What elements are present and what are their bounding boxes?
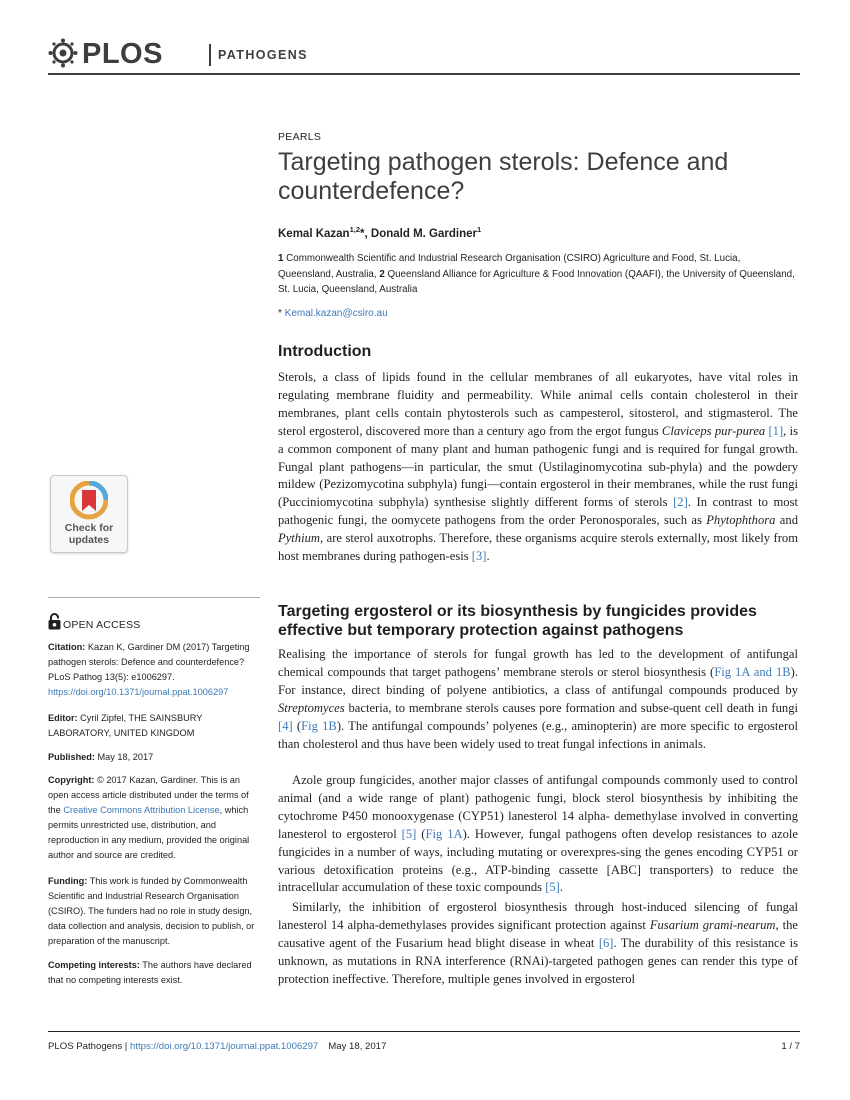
author-list <box>278 225 481 240</box>
citation-doi-link[interactable]: https://doi.org/10.1371/journal.ppat.1006297 <box>48 687 229 697</box>
corresponding-mark: *, <box>360 227 371 240</box>
paragraph-body <box>278 899 798 989</box>
text-run: , are sterol auxotrophs. Therefore, these organisms acquire sterols externally, most likely from host membranes during pathogen-esis <box>278 531 798 564</box>
published-date: May 18, 2017 <box>94 752 154 762</box>
section-heading-introduction: Introduction <box>278 343 372 360</box>
text-run: Azole group fungicides, another major classes of antifungal compounds commonly used to control animal (and a wide range of plant) pathogenic fungi, block sterol biosynthesis by inhibiting the cytochrome P450 monooxygenase (CYP51) lanesterol 14 alpha- demethylase involved in converting lanesterol to ergosterol <box>278 773 798 841</box>
reference-link[interactable]: [6] <box>598 935 614 950</box>
figure-link[interactable]: Fig 1B <box>301 718 337 733</box>
affiliations <box>278 251 798 298</box>
text-run: ). For instance, direct binding of polyene antibiotics, a class of antifungal compounds produced by <box>278 664 798 697</box>
plos-logo-icon <box>48 38 78 68</box>
copyright-block <box>48 773 260 863</box>
species-name: Pythium <box>278 531 320 546</box>
footer-doi-link[interactable]: https://doi.org/10.1371/journal.ppat.1006297 <box>129 1041 319 1052</box>
competing-interests-block <box>48 958 260 988</box>
text-run: . The durability of this resistance is unknown, as mutations in RNA interference (RNAi)-targeted pathogen genes can render this type of protection ineffective. Therefore, multiple genes involved in ergosterol <box>278 935 798 986</box>
affil-number: 2 <box>379 268 385 280</box>
journal-name: PATHOGENS <box>218 48 308 62</box>
header-rule <box>48 73 800 75</box>
affil-text: Queensland Alliance for Agriculture & Food Innovation (QAAFI), the University of Queensland, St. Lucia, Queensland, Australia <box>278 268 795 295</box>
article-type: PEARLS <box>278 131 322 143</box>
reference-link[interactable]: [4] <box>278 718 293 733</box>
editor-block <box>48 711 260 741</box>
text-run: . In contrast to most pathogenic fungi, the oomycete pathogens from the order Peronosporales, such as <box>278 495 799 528</box>
article-title: Targeting pathogen sterols: Defence and counterdefence? <box>278 148 729 205</box>
check-for-updates-badge[interactable] <box>50 475 128 553</box>
species-name: Phytophthora <box>706 513 776 528</box>
reference-link[interactable]: [1] <box>768 423 784 438</box>
page-footer <box>48 1041 386 1052</box>
text-run: ). However, fungal pathogens often develop resistances to azole fungicides in a number of ways, including mutating or overexpres-sing the genes encoding CYP51 or various detoxification proteins (e.g., ATP-binding cassette [ABC] transporters) to reduce the intracellular accumulation of these toxic compounds <box>278 826 799 895</box>
logo-divider <box>209 44 211 66</box>
reference-link[interactable]: [5] <box>401 826 417 841</box>
species-name: Streptomyces <box>278 700 345 715</box>
paragraph-body <box>278 772 798 897</box>
text-run: ). The antifungal compounds’ polyenes (e.g., aminopterin) are more specific to ergosterol than cholesterol and thus have been widely used to treat fungal infections in animals. <box>278 718 798 751</box>
species-name: Claviceps pur-purea <box>661 423 766 438</box>
editor-text: Cyril Zipfel, THE SAINSBURY LABORATORY, UNITED KINGDOM <box>48 713 203 738</box>
author-name[interactable]: Kemal Kazan <box>278 227 350 240</box>
citation-block <box>48 640 260 700</box>
funding-block <box>48 874 260 949</box>
author-affil-sup: 1,2 <box>349 225 361 234</box>
affil-text: Commonwealth Scientific and Industrial Research Organisation (CSIRO) Agriculture and Food, St. Lucia, Queensland, Australia, <box>278 253 741 280</box>
author-affil-sup: 1 <box>476 225 482 234</box>
crossmark-label <box>51 522 127 546</box>
open-access-label: OPEN ACCESS <box>63 619 141 631</box>
text-run: , the causative agent of the Fusarium head blight disease in wheat <box>278 917 799 950</box>
reference-link[interactable]: [5] <box>545 880 560 895</box>
editor-label: Editor: <box>48 713 78 723</box>
corresponding-email <box>278 308 388 319</box>
open-lock-icon <box>48 613 61 630</box>
reference-link[interactable]: [2] <box>673 495 688 510</box>
citation-text: Kazan K, Gardiner DM (2017) Targeting pathogen sterols: Defence and counterdefence? PLoS Pathog 13(5): e1006297. <box>48 642 250 682</box>
competing-text: The authors have declared that no competing interests exist. <box>48 960 252 985</box>
copyright-label: Copyright: <box>48 775 95 785</box>
email-mark: * <box>278 308 285 319</box>
plos-logo-text: PLOS <box>82 38 163 70</box>
footer-journal: PLOS Pathogens | <box>48 1041 130 1052</box>
figure-link[interactable]: Fig 1A <box>425 826 463 841</box>
email-link[interactable]: Kemal.kazan@csiro.au <box>284 308 388 319</box>
journal-header <box>48 36 800 76</box>
funding-label: Funding: <box>48 876 88 886</box>
affil-number: 1 <box>278 253 284 264</box>
figure-link[interactable]: Fig 1A and 1B <box>714 664 791 679</box>
text-run: and <box>775 513 798 528</box>
author-name[interactable]: Donald M. Gardiner <box>370 227 477 240</box>
species-name: Fusarium grami-nearum <box>649 917 776 932</box>
copyright-text: , which permits unrestricted use, distribution, and reproduction in any medium, provided the original author and source are credited. <box>48 805 250 860</box>
paragraph-body <box>278 646 798 753</box>
text-run: bacteria, to membrane sterols causes pore formation and subse-quent cell death in fungi <box>344 700 798 715</box>
text-run: Realising the importance of sterols for fungal growth has led to the development of antifungal chemical compounds that target pathogens’ membrane sterols or sterol biosynthesis ( <box>278 647 798 679</box>
page-number: 1 / 7 <box>781 1041 800 1052</box>
competing-label: Competing interests: <box>48 960 140 970</box>
published-block <box>48 750 260 765</box>
sidebar-divider <box>48 597 260 598</box>
footer-rule <box>48 1031 800 1032</box>
text-run: ( <box>416 826 426 841</box>
text-run: , is a common component of many plant and human pathogenic fungi and is required for fungal growth. Fungal plant pathogens—in particular, the smut (Ustilaginomycotina sub-phyla) and the powdery mildew (Pezizomycotina subphyla) fungi—contain ergosterol in their membranes, while the rust fungi (Pucciniomycotina subphyla) synthesise slightly different forms of sterols <box>278 423 798 510</box>
text-run: Similarly, the inhibition of ergosterol biosynthesis through host-induced silencing of fungal lanesterol 14 alpha-demethylases provides significant protection against <box>278 900 798 932</box>
crossmark-line: Check for <box>64 522 114 534</box>
crossmark-icon <box>70 481 108 521</box>
copyright-text: © 2017 Kazan, Gardiner. This is an open access article distributed under the terms of the <box>48 775 249 815</box>
license-link[interactable]: Creative Commons Attribution License <box>63 805 220 815</box>
crossmark-line: updates <box>68 534 110 546</box>
published-label: Published: <box>48 752 95 762</box>
section-heading-fungicides: Targeting ergosterol or its biosynthesis by fungicides provides effective but temporary protection against pathogens <box>278 603 757 639</box>
text-run: ( <box>292 718 302 733</box>
paragraph-intro <box>278 369 798 566</box>
reference-link[interactable]: [3] <box>471 549 487 564</box>
funding-text: This work is funded by Commonwealth Scientific and Industrial Research Organisation (CSIRO). The funders had no role in study design, data collection and analysis, decision to publish, or preparation of the manuscript. <box>48 876 255 946</box>
text-run: Sterols, a class of lipids found in the cellular membranes of all eukaryotes, have vital roles in regulating membrane fluidity and permeability. While animal cells contain cholesterol in their membranes, plant cells contain phytosterols such as campesterol, sitosterol, and stigmasterol. The sterol ergosterol, discovered more than a century ago from the ergot fungus <box>278 370 798 438</box>
footer-date: May 18, 2017 <box>328 1041 387 1052</box>
text-run: . <box>486 549 490 564</box>
text-run: . <box>559 880 564 895</box>
citation-label: Citation: <box>48 642 86 652</box>
